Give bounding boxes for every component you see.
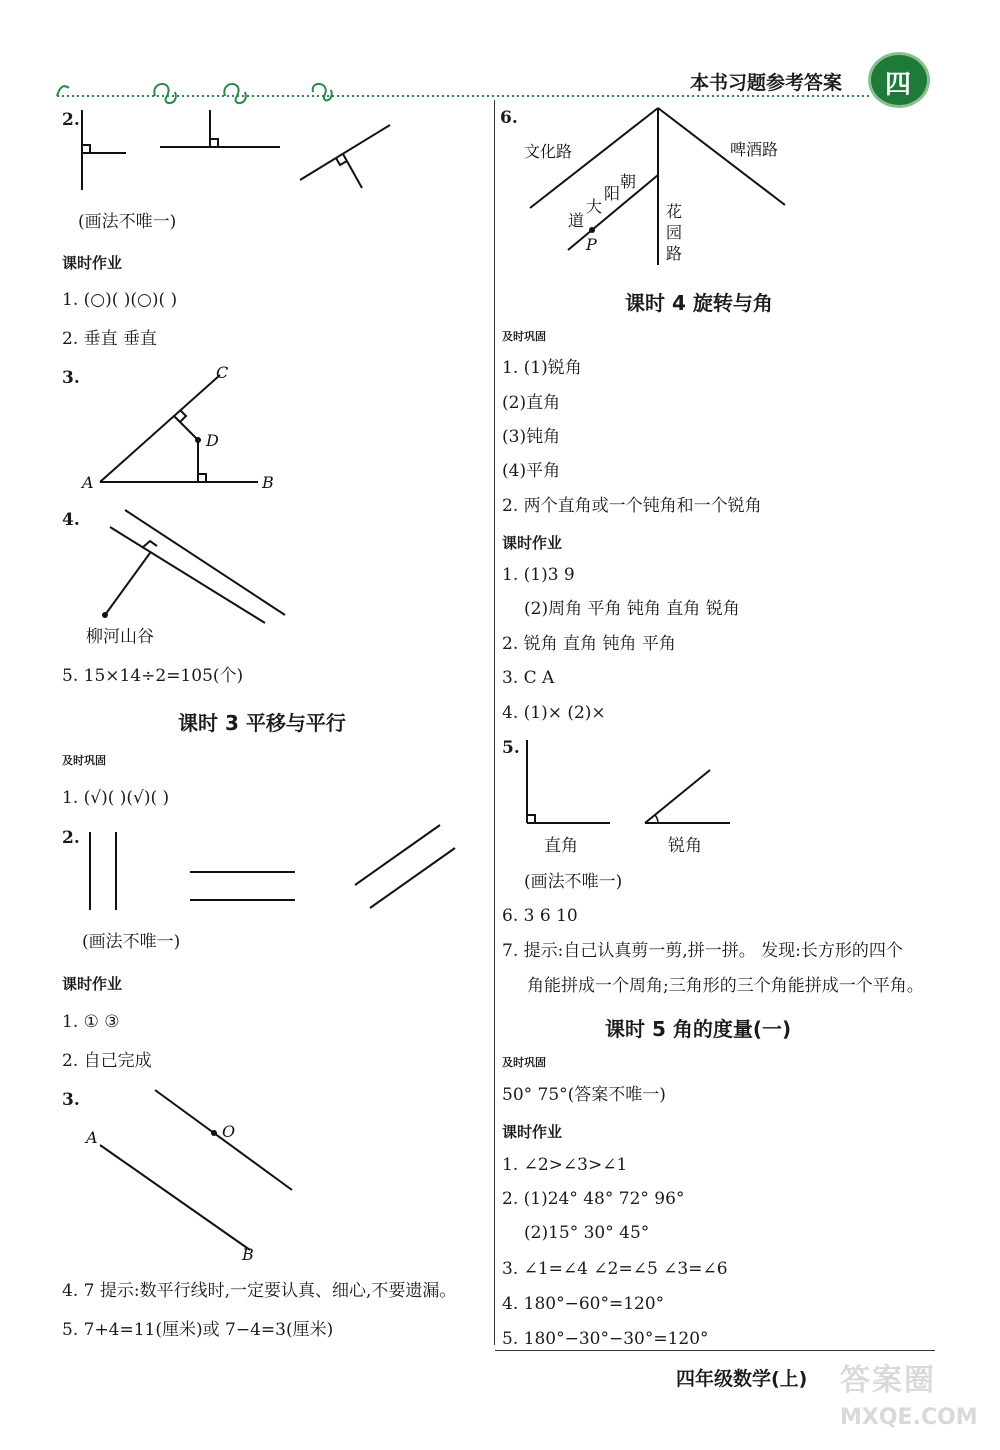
watermark-badge xyxy=(840,1355,990,1443)
question-number: 5. xyxy=(502,738,520,758)
answer-line: 4. 180°−60°=120° xyxy=(502,1294,665,1314)
section-label: 课时作业 xyxy=(502,534,563,552)
section-label: 课时作业 xyxy=(502,1123,563,1141)
grade-label: 四年级数学(上) xyxy=(676,1368,808,1390)
lesson-title: 课时 5 角的度量(一) xyxy=(605,1017,792,1041)
point-c-label: C xyxy=(216,363,229,382)
drawing-note: (画法不唯一) xyxy=(524,872,623,892)
valley-figure xyxy=(80,505,290,620)
drawing-note: (画法不唯一) xyxy=(78,212,177,232)
question-number: 6. xyxy=(500,108,518,128)
question-number: 2. xyxy=(62,828,80,848)
section-label: 及时巩固 xyxy=(62,754,106,767)
answer-line: (2)直角 xyxy=(502,393,561,413)
answer-line: 2. (1)24° 48° 72° 96° xyxy=(502,1189,685,1209)
lesson-title: 课时 4 旋转与角 xyxy=(625,291,773,315)
answer-line: 50° 75°(答案不唯一) xyxy=(502,1085,666,1105)
angle-drawings xyxy=(515,735,745,830)
road-label-yuan: 园 xyxy=(666,223,683,242)
answer-line: 2. 两个直角或一个钝角和一个锐角 xyxy=(502,496,762,516)
point-d-label: D xyxy=(206,431,219,450)
footer-rule xyxy=(495,1350,935,1351)
answer-line: (2)15° 30° 45° xyxy=(524,1223,650,1243)
answer-line: 2. 垂直 垂直 xyxy=(62,329,158,349)
section-label: 及时巩固 xyxy=(502,1056,546,1069)
answer-line: 3. ∠1=∠4 ∠2=∠5 ∠3=∠6 xyxy=(502,1259,728,1279)
answer-line: (3)钝角 xyxy=(502,427,561,447)
question-number: 3. xyxy=(62,1090,80,1110)
question-number: 4. xyxy=(62,510,80,530)
answer-line: 4. 7 提示:数平行线时,一定要认真、细心,不要遗漏。 xyxy=(62,1281,457,1301)
answer-line: 5. 15×14÷2=105(个) xyxy=(62,666,244,686)
answer-line: 4. (1)× (2)× xyxy=(502,703,606,723)
parallel-line-figure xyxy=(80,1085,310,1265)
watermark-text: MXQE.COM xyxy=(840,1405,978,1430)
section-label: 课时作业 xyxy=(62,254,123,272)
road-label-pijiu: 啤酒路 xyxy=(730,140,779,159)
parallel-drawings xyxy=(80,820,460,920)
answer-line: 1. ① ③ xyxy=(62,1012,120,1032)
answer-line: 2. 自己完成 xyxy=(62,1051,152,1071)
answer-line: 角能拼成一个周角;三角形的三个角能拼成一个平角。 xyxy=(527,976,924,996)
answer-line: 1. (○)( )(○)( ) xyxy=(62,290,178,310)
road-label-wenhua: 文化路 xyxy=(524,142,573,161)
point-a-label: A xyxy=(82,473,94,492)
answer-line: 1. (1)3 9 xyxy=(502,565,575,585)
road-label-da: 大 xyxy=(586,197,603,216)
point-b-label: B xyxy=(242,1245,254,1264)
acute-angle-label: 锐角 xyxy=(668,836,702,856)
answer-line: 6. 3 6 10 xyxy=(502,906,578,926)
triangle-figure xyxy=(80,360,280,495)
road-label-lu: 路 xyxy=(666,244,683,263)
valley-label: 柳河山谷 xyxy=(86,627,154,647)
column-divider xyxy=(494,100,495,1345)
road-label-chao: 朝 xyxy=(620,172,637,191)
point-o-label: O xyxy=(222,1122,236,1141)
answer-line: 3. C A xyxy=(502,668,555,688)
lesson-title: 课时 3 平移与平行 xyxy=(178,711,346,735)
answer-line: 5. 180°−30°−30°=120° xyxy=(502,1329,709,1349)
question-number: 2. xyxy=(62,110,80,130)
section-label: 课时作业 xyxy=(62,975,123,993)
watermark-cn: 答案圈 xyxy=(840,1363,936,1398)
question-number: 3. xyxy=(62,368,80,388)
header-title: 本书习题参考答案 xyxy=(690,72,843,94)
road-label-dao: 道 xyxy=(568,211,585,230)
section-label: 及时巩固 xyxy=(502,330,546,343)
point-p-label: P xyxy=(586,235,597,254)
road-label-hua: 花 xyxy=(666,202,683,221)
point-b-label: B xyxy=(262,473,274,492)
answer-line: (4)平角 xyxy=(502,461,561,481)
answer-line: 1. ∠2>∠3>∠1 xyxy=(502,1155,628,1175)
answer-line: 2. 锐角 直角 钝角 平角 xyxy=(502,634,676,654)
answer-line: 7. 提示:自己认真剪一剪,拼一拼。 发现:长方形的四个 xyxy=(502,941,903,961)
road-label-yang: 阳 xyxy=(604,184,621,203)
right-angle-label: 直角 xyxy=(544,836,578,856)
drawing-note: (画法不唯一) xyxy=(82,932,181,952)
answer-line: 1. (√)( )(√)( ) xyxy=(62,788,170,808)
perpendicular-drawings xyxy=(70,105,400,200)
answer-line: 1. (1)锐角 xyxy=(502,358,582,378)
book-logo-icon xyxy=(868,52,930,108)
logo-glyph: 四 xyxy=(885,70,912,100)
point-a-label: A xyxy=(86,1128,98,1147)
road-map-figure xyxy=(520,100,800,270)
answer-line: (2)周角 平角 钝角 直角 锐角 xyxy=(524,599,740,619)
answer-line: 5. 7+4=11(厘米)或 7−4=3(厘米) xyxy=(62,1320,334,1340)
